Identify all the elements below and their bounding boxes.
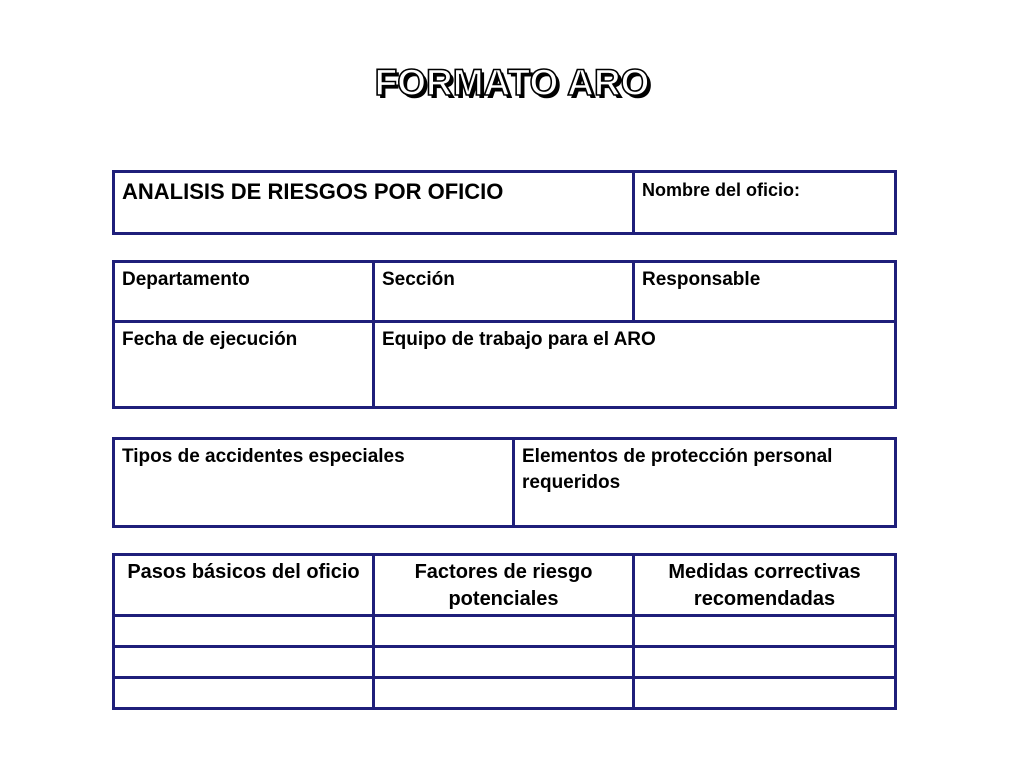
table-cell[interactable] [374,647,634,678]
table-cell[interactable] [634,678,896,709]
accidents-table [112,437,897,528]
page-title: FORMATO ARO [374,62,650,103]
header-table [112,170,897,235]
special-accidents-field[interactable]: Tipos de accidentes especiales [114,439,514,527]
table-cell[interactable] [114,678,374,709]
work-team-field[interactable]: Equipo de trabajo para el ARO [374,322,896,408]
table-row [114,647,896,678]
responsible-field[interactable]: Responsable [634,262,896,322]
department-field[interactable]: Departamento [114,262,374,322]
table-cell[interactable] [634,647,896,678]
table-cell[interactable] [634,616,896,647]
table-cell[interactable] [374,678,634,709]
table-row [114,678,896,709]
table-row [114,616,896,647]
job-name-field[interactable]: Nombre del oficio: [634,172,896,234]
steps-table [112,553,897,710]
column-header-steps: Pasos básicos del oficio [114,555,374,616]
table-cell[interactable] [114,616,374,647]
column-header-risk-factors: Factores de riesgo potenciales [374,555,634,616]
details-table [112,260,897,409]
section-field[interactable]: Sección [374,262,634,322]
analysis-heading-cell: ANALISIS DE RIESGOS POR OFICIO [114,172,634,234]
ppe-field[interactable]: Elementos de protección personal requeridos [514,439,896,527]
execution-date-field[interactable]: Fecha de ejecución [114,322,374,408]
column-header-corrective-measures: Medidas correctivas recomendadas [634,555,896,616]
table-cell[interactable] [114,647,374,678]
table-cell[interactable] [374,616,634,647]
